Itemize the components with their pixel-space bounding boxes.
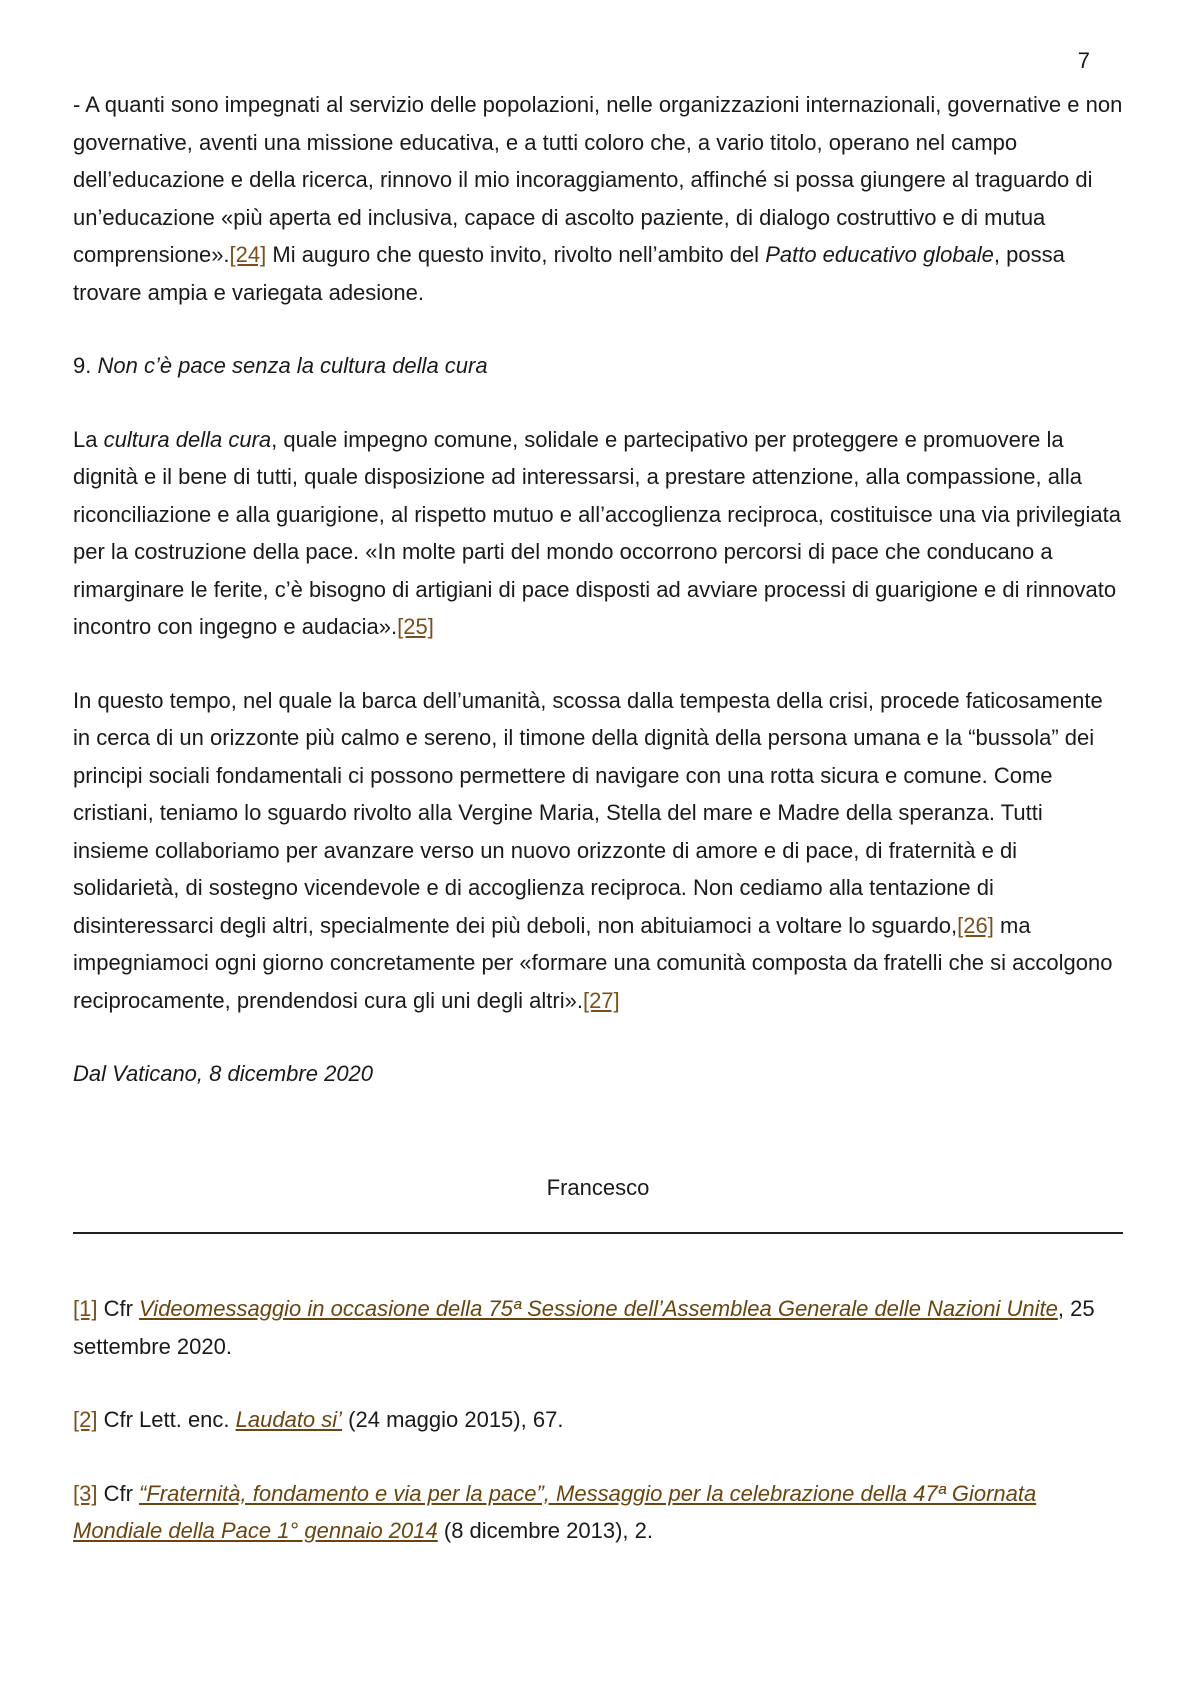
footnote-text: (8 dicembre 2013), 2. bbox=[437, 1518, 653, 1543]
footnote-1 bbox=[73, 1290, 1123, 1365]
footnote-text: Cfr Lett. enc. bbox=[97, 1407, 236, 1432]
date-line: Dal Vaticano, 8 dicembre 2020 bbox=[73, 1061, 374, 1086]
section-number: 9. bbox=[73, 353, 98, 378]
footnote-ref-24[interactable]: [24] bbox=[229, 242, 267, 267]
footnote-3 bbox=[73, 1475, 1123, 1550]
footnote-ref-27[interactable]: [27] bbox=[582, 987, 620, 1013]
footnote-ref-25[interactable]: [25] bbox=[397, 614, 434, 639]
footnote-backref-1[interactable]: [1] bbox=[73, 1296, 98, 1321]
footnote-text: Cfr bbox=[97, 1296, 140, 1321]
paragraph-text: ma impegniamoci ogni giorno concretamente per «formare una comunità composta da fratelli che si accolgono reciprocamente, prendendosi cura gli uni degli altri». bbox=[73, 912, 1113, 1013]
footnote-link[interactable]: “Fraternità, fondamento e via per la pace”, Messaggio per la celebrazione della 47ª Giornata Mondiale della Pace 1° gennaio 2014 bbox=[73, 1480, 1037, 1543]
page-number: 7 bbox=[1077, 48, 1090, 73]
footnote-link[interactable]: Videomessaggio in occasione della 75ª Sessione dell’Assemblea Generale delle Nazioni Unite bbox=[139, 1296, 1058, 1321]
footnote-backref-3[interactable]: [3] bbox=[73, 1480, 98, 1506]
paragraph-text: La bbox=[73, 426, 104, 452]
document-body bbox=[73, 86, 1123, 1586]
paragraph-italic: cultura della cura bbox=[103, 426, 272, 452]
paragraph-text: , quale impegno comune, solidale e partecipativo per proteggere e promuovere la dignità e il bene di tutti, quale disposizione ad interessarsi, a prestare attenzione, alla compassione, alla riconciliazione e alla guarigione, al rispetto mutuo e all’accoglienza reciproca, costituisce una via privilegiata per la costruzione della pace. «In molte parti del mondo occorrono percorsi di pace che conducano a rimarginare le ferite, c’è bisogno di artigiani di pace disposti ad avviare processi di guarigione e di rinnovato incontro con ingegno e audacia». bbox=[73, 426, 1122, 639]
signature: Francesco bbox=[546, 1174, 650, 1200]
paragraph-culture-of-care bbox=[73, 421, 1123, 646]
paragraph-text: - A quanti sono impegnati al servizio delle popolazioni, nelle organizzazioni internazionali, governative e non governative, aventi una missione educativa, e a tutti coloro che, a vario titolo, operano nel campo dell’educazione e della ricerca, rinnovo il mio incoraggiamento, affinché si possa giungere al traguardo di un’educazione «più aperta ed inclusiva, capace di ascolto paziente, di dialogo costruttivo e di mutua comprensione». bbox=[73, 92, 1123, 267]
paragraph-text: , possa trovare ampia e variegata adesione. bbox=[73, 242, 1065, 305]
paragraph-conclusion bbox=[73, 682, 1123, 1020]
paragraph-italic: Patto educativo globale bbox=[765, 242, 994, 267]
paragraph-education bbox=[73, 86, 1123, 311]
paragraph-text: Mi auguro che questo invito, rivolto nell’ambito del bbox=[266, 242, 766, 267]
paragraph-text: In questo tempo, nel quale la barca dell’umanità, scossa dalla tempesta della crisi, procede faticosamente in cerca di un orizzonte più calmo e sereno, il timone della dignità della persona umana e la “bussola” dei principi sociali fondamentali ci possono permettere di navigare con una rotta sicura e comune. Come cristiani, teniamo lo sguardo rivolto alla Vergine Maria, Stella del mare e Madre della speranza. Tutti insieme collaboriamo per avanzare verso un nuovo orizzonte di amore e di pace, di fraternità e di solidarietà, di sostegno vicendevole e di accoglienza reciproca. Non cediamo alla tentazione di disinteressarci degli altri, specialmente dei più deboli, non abituiamoci a voltare lo sguardo, bbox=[73, 687, 1103, 938]
footnote-backref-2[interactable]: [2] bbox=[73, 1407, 98, 1432]
section-title: Non c’è pace senza la cultura della cura bbox=[97, 353, 488, 378]
footnote-ref-26[interactable]: [26] bbox=[957, 912, 994, 938]
footnote-link[interactable]: Laudato si’ bbox=[235, 1407, 343, 1432]
footnote-2 bbox=[73, 1401, 1123, 1439]
footnote-text: , 25 settembre 2020. bbox=[73, 1296, 1095, 1359]
section-heading bbox=[73, 347, 1123, 385]
footnote-text: Cfr bbox=[97, 1480, 140, 1506]
footnote-text: (24 maggio 2015), 67. bbox=[342, 1407, 564, 1432]
footnote-divider bbox=[73, 1232, 1123, 1234]
